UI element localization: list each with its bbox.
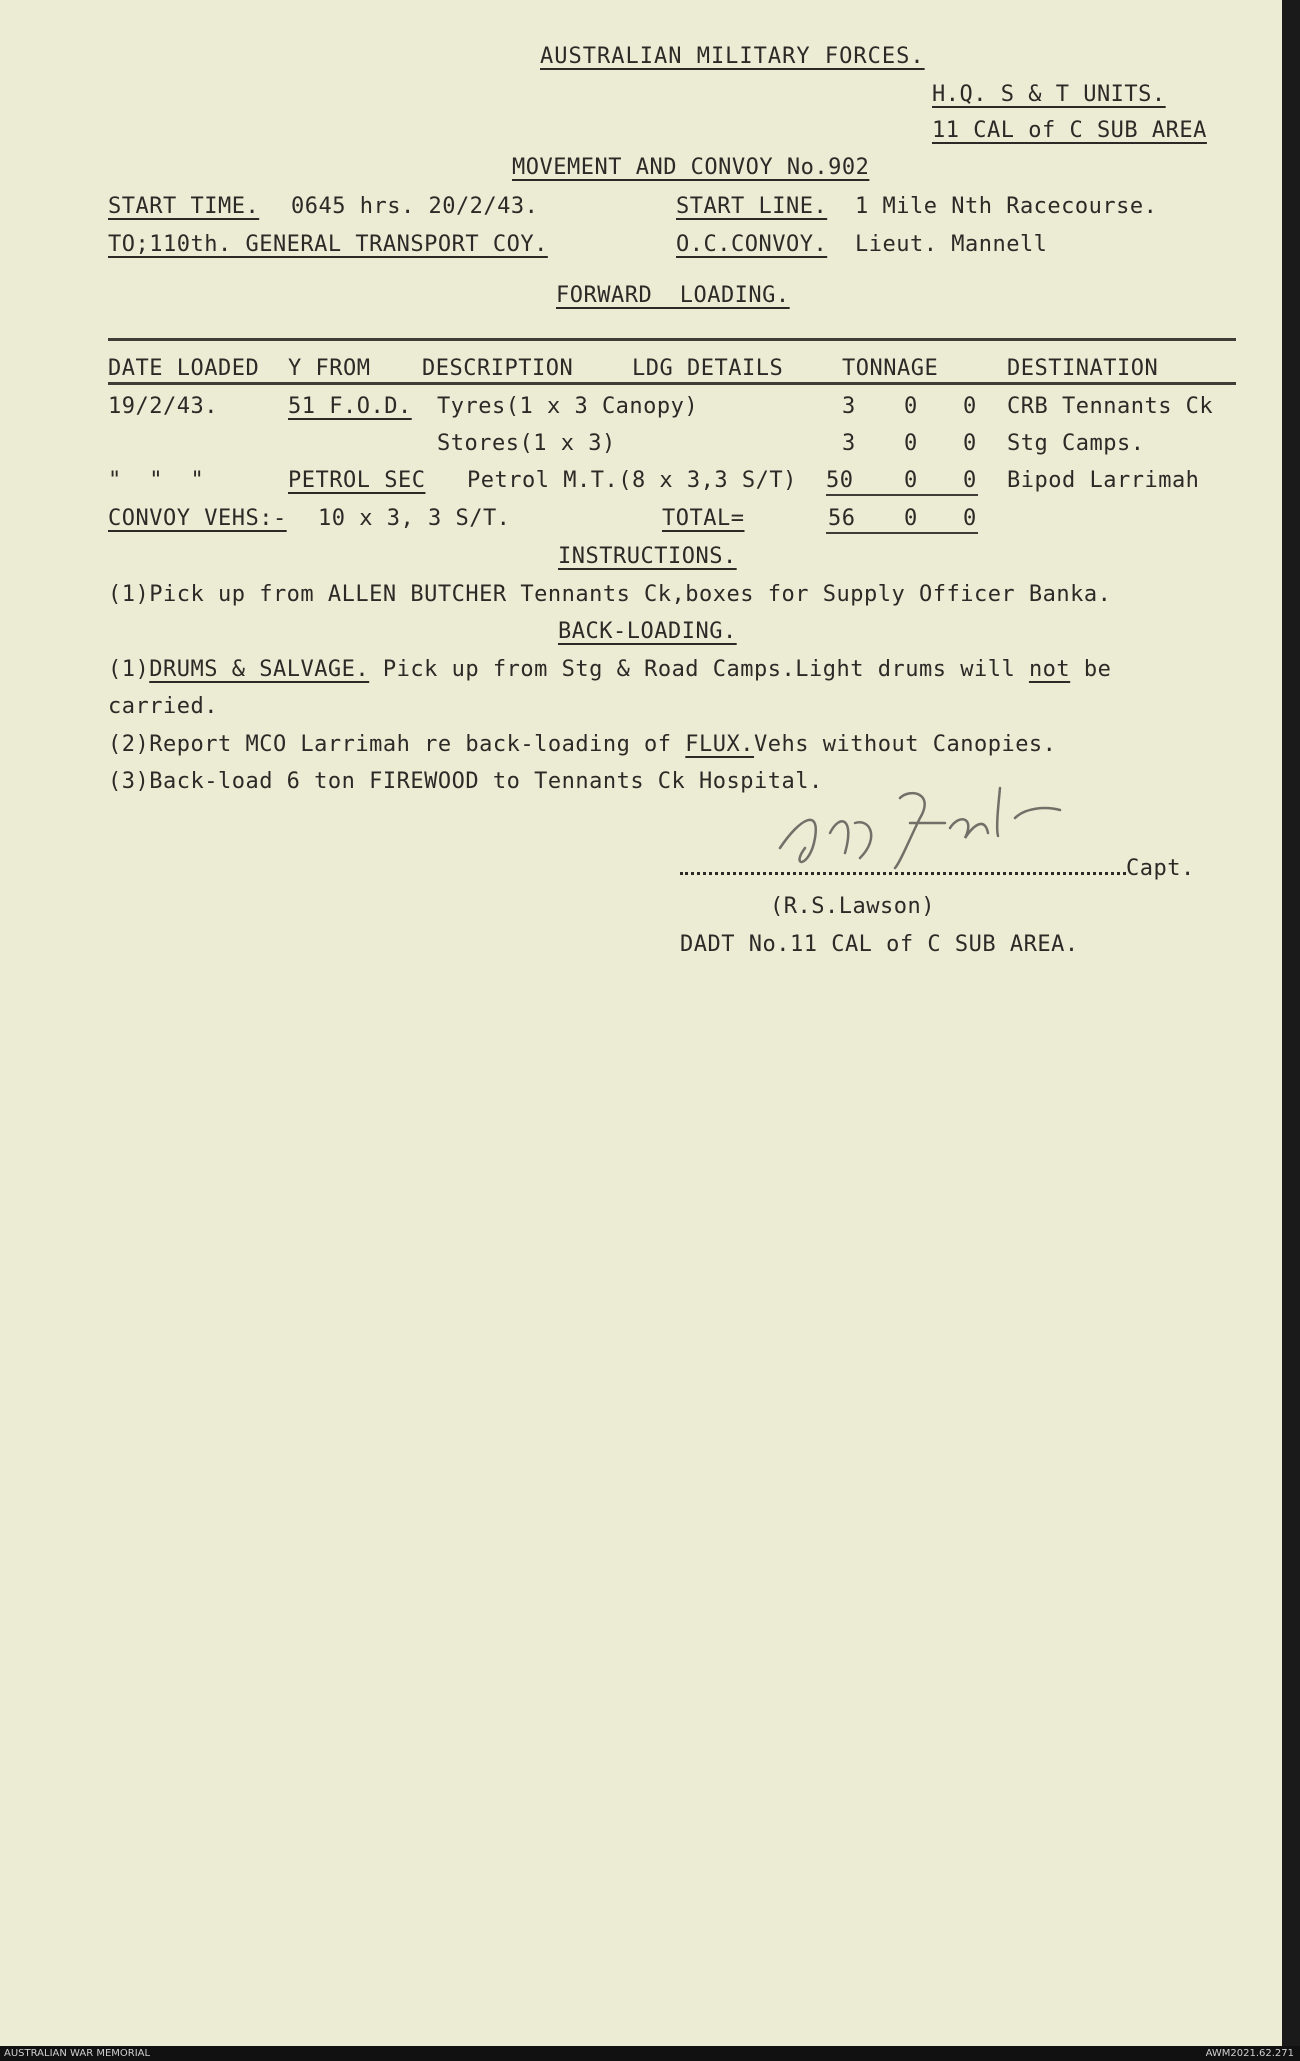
row-3-description: Petrol M.T.(8 x 3,3 S/T) xyxy=(467,468,797,493)
start-line-value: 1 Mile Nth Racecourse. xyxy=(855,194,1158,219)
row-3-tonnage-2: 0 xyxy=(904,468,918,493)
backloading-item-3: (3)Back-load 6 ton FIREWOOD to Tennants Ck Hospital. xyxy=(108,769,823,794)
header-ldg-details: LDG DETAILS xyxy=(632,356,784,381)
to-label: TO;110th. GENERAL TRANSPORT COY. xyxy=(108,232,548,257)
row-1-tonnage-3: 0 xyxy=(963,394,977,419)
row-2-tonnage-2: 0 xyxy=(904,431,918,456)
table-rule-top xyxy=(108,338,1236,341)
row-1-tonnage-2: 0 xyxy=(904,394,918,419)
not-emphasis: not xyxy=(1028,657,1071,682)
row-1-tonnage-1: 3 xyxy=(842,394,856,419)
row-3-tonnage-3: 0 xyxy=(963,468,977,493)
row-3-date: " " " xyxy=(108,468,205,493)
backloading-item-1-num: (1) xyxy=(108,657,150,682)
row-1-description: Tyres(1 x 3 Canopy) xyxy=(437,394,699,419)
signatory-title: DADT No.11 CAL of C SUB AREA. xyxy=(680,932,1079,957)
document-title: MOVEMENT AND CONVOY No.902 xyxy=(512,155,870,180)
row-2-description: Stores(1 x 3) xyxy=(437,431,616,456)
total-tonnage-3: 0 xyxy=(963,506,977,531)
row-1-date: 19/2/43. xyxy=(108,394,218,419)
convoy-vehs-label: CONVOY VEHS:- xyxy=(108,506,287,531)
table-rule-header xyxy=(108,382,1236,385)
row-1-from: 51 F.O.D. xyxy=(288,394,412,419)
row-3-from: PETROL SEC xyxy=(288,468,426,493)
backloading-heading: BACK-LOADING. xyxy=(558,619,737,644)
forward-loading-heading: FORWARD LOADING. xyxy=(556,283,790,308)
start-time-label: START TIME. xyxy=(108,194,260,219)
handwritten-signature xyxy=(760,778,1120,878)
convoy-vehs-value: 10 x 3, 3 S/T. xyxy=(318,506,511,531)
total-tonnage-1: 56 xyxy=(828,506,856,531)
total-tonnage-2: 0 xyxy=(904,506,918,531)
signature-rank: Capt. xyxy=(1126,856,1195,881)
footer-institution: AUSTRALIAN WAR MEMORIAL xyxy=(4,2048,151,2059)
header-tonnage: TONNAGE xyxy=(842,356,939,381)
start-line-label: START LINE. xyxy=(676,194,828,219)
header-date-loaded: DATE LOADED xyxy=(108,356,260,381)
oc-convoy-value: Lieut. Mannell xyxy=(855,232,1048,257)
signatory-name: (R.S.Lawson) xyxy=(770,894,935,919)
unit-line-2: 11 CAL of C SUB AREA xyxy=(932,118,1207,143)
header-from: Y FROM xyxy=(288,356,371,381)
backloading-item-1-text: Pick up from Stg & Road Camps.Light drums will xyxy=(369,657,1029,682)
backloading-item-2-end: Vehs without Canopies. xyxy=(754,732,1057,757)
instructions-item-1: (1)Pick up from ALLEN BUTCHER Tennants Ck,boxes for Supply Officer Banka. xyxy=(108,582,1112,607)
org-heading: AUSTRALIAN MILITARY FORCES. xyxy=(540,44,925,69)
backloading-item-1-continued: carried. xyxy=(108,694,218,719)
instructions-heading: INSTRUCTIONS. xyxy=(558,544,737,569)
header-destination: DESTINATION xyxy=(1007,356,1159,381)
oc-convoy-label: O.C.CONVOY. xyxy=(676,232,828,257)
row-2-tonnage-3: 0 xyxy=(963,431,977,456)
subtotal-rule xyxy=(826,494,978,496)
backloading-item-1 xyxy=(108,659,1111,681)
archive-footer xyxy=(0,2046,1300,2061)
footer-accession-number: AWM2021.62.271 xyxy=(1205,2048,1294,2059)
start-time-value: 0645 hrs. 20/2/43. xyxy=(291,194,539,219)
row-2-destination: Stg Camps. xyxy=(1007,431,1145,456)
flux-label: FLUX. xyxy=(685,732,755,757)
backloading-item-1-end: be xyxy=(1070,657,1112,682)
backloading-item-2-start: (2)Report MCO Larrimah re back-loading of xyxy=(108,732,686,757)
header-description: DESCRIPTION xyxy=(422,356,574,381)
signature-line xyxy=(680,872,1126,875)
row-3-tonnage-1: 50 xyxy=(826,468,854,493)
row-2-tonnage-1: 3 xyxy=(842,431,856,456)
drums-salvage-label: DRUMS & SALVAGE. xyxy=(149,657,370,682)
unit-line-1: H.Q. S & T UNITS. xyxy=(932,82,1166,107)
total-label: TOTAL= xyxy=(662,506,745,531)
row-3-destination: Bipod Larrimah xyxy=(1007,468,1200,493)
total-rule xyxy=(826,532,978,534)
row-1-destination: CRB Tennants Ck xyxy=(1007,394,1214,419)
backloading-item-2 xyxy=(108,734,1056,756)
